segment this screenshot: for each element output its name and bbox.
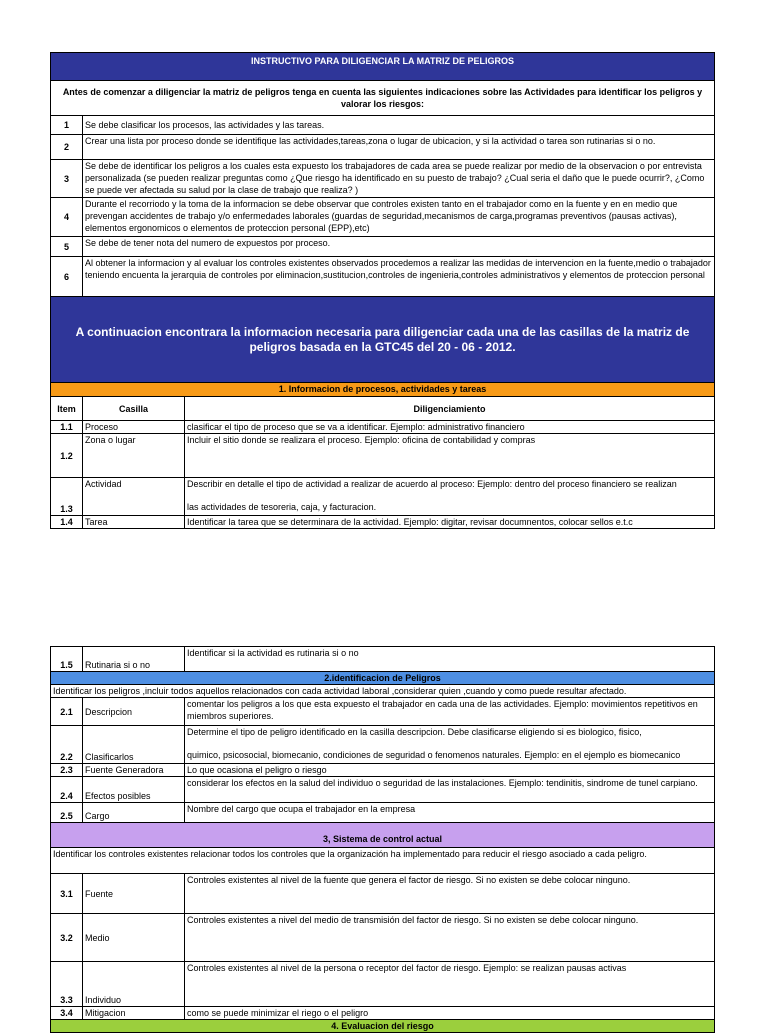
casilla-name: Tarea	[83, 516, 185, 529]
table-row	[51, 516, 715, 529]
item-number: 3.3	[51, 962, 83, 1007]
step-text: Crear una lista por proceso donde se identifique las actividades,tareas,zona o lugar de ubicacion, y si la actividad o tarea son rutinarias si o no.	[83, 135, 715, 160]
step-row	[51, 237, 715, 257]
casilla-name: Proceso	[83, 421, 185, 434]
table-row	[51, 434, 715, 478]
step-number: 6	[51, 257, 83, 297]
diligenciamiento-text: Controles existentes al nivel de la fuente que genera el factor de riesgo. Si no existen se debe colocar ninguno.	[185, 874, 715, 914]
diligenciamiento-text: como se puede minimizar el riego o el peligro	[185, 1007, 715, 1020]
item-number: 2.5	[51, 803, 83, 823]
step-number: 3	[51, 160, 83, 198]
table-row	[51, 803, 715, 823]
casilla-name: Mitigacion	[83, 1007, 185, 1020]
item-number: 1.2	[51, 434, 83, 478]
diligenciamiento-text: comentar los peligros a los que esta expuesto el trabajador en cada una de las actividades. Ejemplo: movimientos repetitivos en miembros superiores.	[185, 698, 715, 726]
casilla-name: Medio	[83, 914, 185, 962]
casilla-name: Individuo	[83, 962, 185, 1007]
item-number: 1.4	[51, 516, 83, 529]
column-header-item: Item	[51, 397, 83, 421]
document-title: INSTRUCTIVO PARA DILIGENCIAR LA MATRIZ DE PELIGROS	[51, 53, 715, 81]
section2-description: Identificar los peligros ,incluir todos aquellos relacionados con cada actividad laboral ,considerar quien ,cuando y como puede resultar afectado.	[51, 685, 715, 698]
column-header-diligenciamiento: Diligenciamiento	[185, 397, 715, 421]
step-row	[51, 257, 715, 297]
diligenciamiento-text: clasificar el tipo de proceso que se va a identificar. Ejemplo: administrativo financiero	[185, 421, 715, 434]
diligenciamiento-text: Incluir el sitio donde se realizara el proceso. Ejemplo: oficina de contabilidad y compras	[185, 434, 715, 478]
diligenciamiento-text: considerar los efectos en la salud del individuo o seguridad de las instalaciones. Ejemplo: tendinitis, sindrome de tunel carpiano.	[185, 777, 715, 803]
step-row	[51, 116, 715, 135]
casilla-name: Rutinaria si o no	[83, 647, 185, 672]
casilla-name: Fuente	[83, 874, 185, 914]
step-number: 2	[51, 135, 83, 160]
diligenciamiento-text: Identificar la tarea que se determinara de la actividad. Ejemplo: digitar, revisar documnentos, colocar sellos e.t.c	[185, 516, 715, 529]
table-row	[51, 1007, 715, 1020]
diligenciamiento-text: Lo que ocasiona el peligro o riesgo	[185, 764, 715, 777]
section2-title: 2.identificacion de Peligros	[51, 672, 715, 685]
item-number: 3.1	[51, 874, 83, 914]
instructivo-table-continued	[50, 646, 715, 1033]
step-text: Se debe de tener nota del numero de expuestos por proceso.	[83, 237, 715, 257]
step-text: Se debe clasificar los procesos, las actividades y las tareas.	[83, 116, 715, 135]
table-row	[51, 478, 715, 516]
section3-title: 3, Sistema de control actual	[51, 823, 715, 848]
section1-title: 1. Informacion de procesos, actividades y tareas	[51, 383, 715, 397]
table-row	[51, 962, 715, 1007]
instructivo-table	[50, 52, 715, 529]
casilla-name: Cargo	[83, 803, 185, 823]
step-row	[51, 198, 715, 237]
casilla-name: Clasificarlos	[83, 726, 185, 764]
diligenciamiento-line: las actividades de tesoreria, caja, y facturacion.	[187, 502, 377, 512]
table-row	[51, 698, 715, 726]
item-number: 2.3	[51, 764, 83, 777]
step-text: Se debe de identificar los peligros a los cuales esta expuesto los trabajadores de cada area se puede realizar por medio de la observacion o por entrevista personalizada (se pueden realizar preguntas como ¿Que riesgo ha identificado en su puesto de trabajo? ¿Cual seria el daño que le puede ocurrir?, ¿Como se puede ver afectada su salud por la clase de trabajo que realiza? )	[83, 160, 715, 198]
diligenciamiento-line: Describir en detalle el tipo de actividad a realizar de acuerdo al proceso: Ejemplo: dentro del proceso financiero se realizan	[187, 479, 677, 489]
table-row	[51, 421, 715, 434]
table-row	[51, 647, 715, 672]
intro-text: Antes de comenzar a diligenciar la matriz de peligros tenga en cuenta las siguientes indicaciones sobre las Actividades para identificar los peligros y valorar los riesgos:	[51, 81, 715, 116]
section4-title: 4. Evaluacion del riesgo	[51, 1020, 715, 1033]
step-number: 4	[51, 198, 83, 237]
diligenciamiento-text: Controles existentes al nivel de la persona o receptor del factor de riesgo. Ejemplo: se realizan pausas activas	[185, 962, 715, 1007]
section3-description: Identificar los controles existentes relacionar todos los controles que la organización ha implementado para reducir el riesgo asociado a cada peligro.	[51, 848, 715, 874]
diligenciamiento-line: quimico, psicosocial, biomecanio, condiciones de seguridad o fenomenos naturales. Ejemplo: en el ejemplo es biomecanico	[187, 750, 681, 760]
step-number: 1	[51, 116, 83, 135]
step-row	[51, 160, 715, 198]
table-row	[51, 764, 715, 777]
item-number: 1.1	[51, 421, 83, 434]
step-text: Durante el recorriodo y la toma de la informacion se debe observar que controles existen tanto en el trabajador como en la fuente y en en medio que prevengan accidentes de trabajo y/o enfermedades laborales (guardas de seguridad,mecanismos de carga,programas preventivos (pausas activas), elementos ergonomicos o elementos de proteccion personal (EPP),etc)	[83, 198, 715, 237]
item-number: 3.2	[51, 914, 83, 962]
casilla-name: Efectos posibles	[83, 777, 185, 803]
table-row	[51, 777, 715, 803]
item-number: 1.3	[51, 478, 83, 516]
diligenciamiento-text	[185, 478, 715, 516]
casilla-name: Actividad	[83, 478, 185, 516]
step-row	[51, 135, 715, 160]
diligenciamiento-text: Controles existentes a nivel del medio de transmisión del factor de riesgo. Si no existen se debe colocar ninguno.	[185, 914, 715, 962]
table-row	[51, 726, 715, 764]
item-number: 2.2	[51, 726, 83, 764]
step-number: 5	[51, 237, 83, 257]
table-row	[51, 914, 715, 962]
diligenciamiento-text	[185, 726, 715, 764]
item-number: 1.5	[51, 647, 83, 672]
gtc45-banner: A continuacion encontrara la informacion necesaria para diligenciar cada una de las casillas de la matriz de peligros basada en la GTC45 del 20 - 06 - 2012.	[51, 297, 715, 383]
step-text: Al obtener la informacion y al evaluar los controles existentes observados procedemos a realizar las medidas de intervencion en la fuente,medio o trabajador teniendo encuenta la jerarquia de controles por eliminacion,sustitucion,controles de ingenieria,controles administrativos y elementos de proteccion personal	[83, 257, 715, 297]
diligenciamiento-text: Identificar si la actividad es rutinaria si o no	[185, 647, 715, 672]
casilla-name: Zona o lugar	[83, 434, 185, 478]
casilla-name: Fuente Generadora	[83, 764, 185, 777]
item-number: 2.4	[51, 777, 83, 803]
diligenciamiento-line: Determine el tipo de peligro identificado en la casilla descripcion. Debe clasificarse eligiendo si es biologico, fisico,	[187, 727, 642, 737]
table-row	[51, 874, 715, 914]
item-number: 3.4	[51, 1007, 83, 1020]
column-header-casilla: Casilla	[83, 397, 185, 421]
casilla-name: Descripcion	[83, 698, 185, 726]
item-number: 2.1	[51, 698, 83, 726]
diligenciamiento-text: Nombre del cargo que ocupa el trabajador en la empresa	[185, 803, 715, 823]
